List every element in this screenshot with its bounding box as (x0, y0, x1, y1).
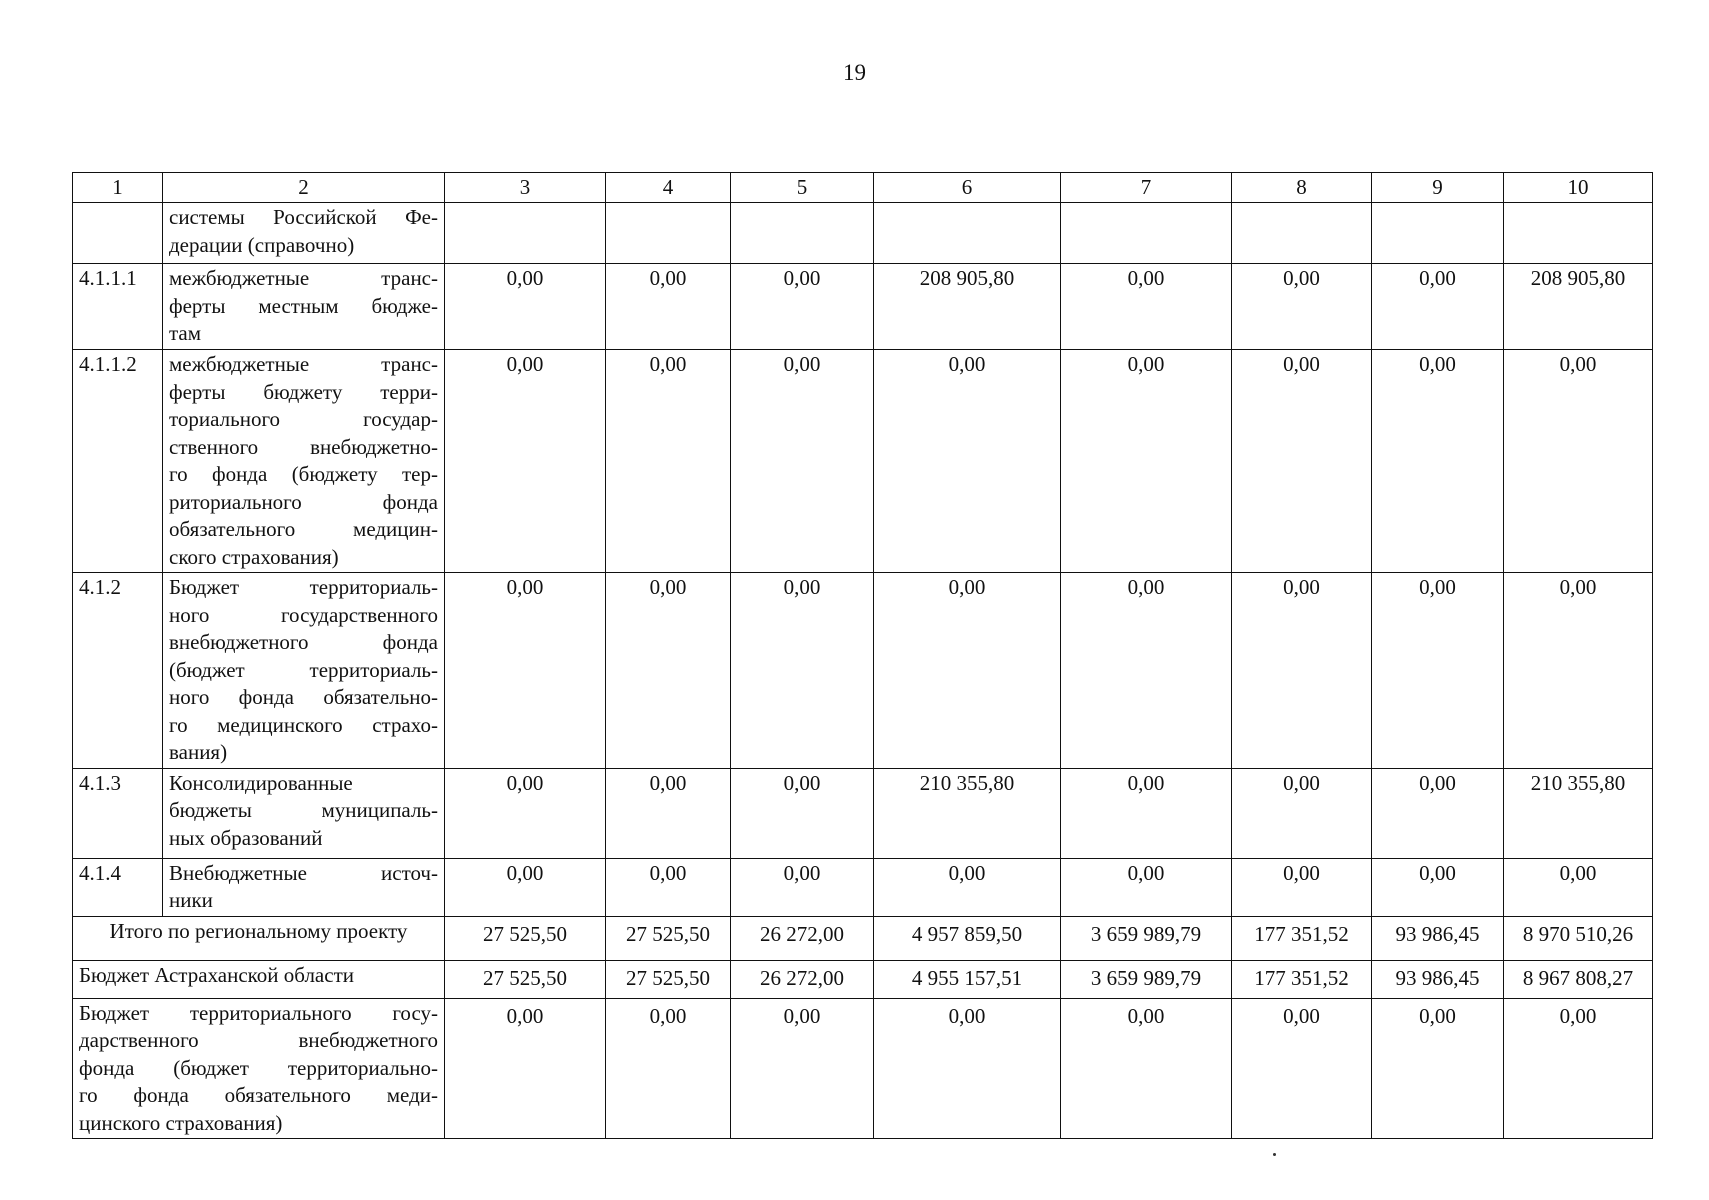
row-value: 0,00 (1232, 768, 1372, 858)
row-value (445, 203, 606, 264)
row-value (874, 203, 1061, 264)
row-value: 210 355,80 (874, 768, 1061, 858)
row-value: 0,00 (445, 858, 606, 916)
text-line: го медицинского страхо- (169, 712, 438, 737)
text-line: ториального государ- (169, 407, 438, 431)
row-description (163, 858, 445, 916)
text-line: вания) (169, 740, 228, 764)
row-description (163, 768, 445, 858)
text-line: го фонда обязательного меди- (79, 1083, 438, 1107)
row-value: 0,00 (606, 573, 731, 769)
row-value: 208 905,80 (874, 264, 1061, 350)
total-value: 27 525,50 (606, 916, 731, 960)
column-number-header: 4 (606, 173, 731, 203)
text-line: там (169, 321, 202, 345)
total-row (73, 998, 1653, 1139)
row-value: 210 355,80 (1504, 768, 1653, 858)
row-value: 0,00 (606, 264, 731, 350)
text-line: фонда (бюджет территориально- (79, 1055, 438, 1080)
row-description (163, 350, 445, 573)
text-line: цинского страхования) (79, 1110, 283, 1135)
text-line: го фонда (бюджету тер- (169, 462, 438, 486)
total-row (73, 916, 1653, 960)
total-value: 26 272,00 (731, 960, 874, 998)
row-value: 0,00 (445, 573, 606, 769)
row-value: 0,00 (874, 350, 1061, 573)
text-line: системы Российской Фе- (169, 205, 438, 229)
row-value: 0,00 (1504, 350, 1653, 573)
row-value: 0,00 (874, 573, 1061, 769)
table-header-row (73, 173, 1653, 203)
text-line: ного государственного (169, 602, 438, 627)
total-value: 0,00 (731, 998, 874, 1139)
row-value: 0,00 (1061, 858, 1232, 916)
total-value: 8 967 808,27 (1504, 960, 1653, 998)
row-code: 4.1.2 (73, 573, 163, 769)
total-value: 3 659 989,79 (1061, 916, 1232, 960)
row-value (731, 203, 874, 264)
total-value: 0,00 (445, 998, 606, 1139)
row-description (163, 573, 445, 769)
row-code: 4.1.1.1 (73, 264, 163, 350)
row-value: 0,00 (1061, 573, 1232, 769)
text-line: межбюджетные транс- (169, 266, 438, 290)
row-value: 0,00 (445, 264, 606, 350)
total-row (73, 960, 1653, 998)
table-row (73, 203, 1653, 264)
column-number-header: 6 (874, 173, 1061, 203)
column-number-header: 3 (445, 173, 606, 203)
column-number-header: 10 (1504, 173, 1653, 203)
text-line: ферты бюджету терри- (169, 379, 438, 404)
total-value: 177 351,52 (1232, 960, 1372, 998)
row-value: 0,00 (1372, 350, 1504, 573)
row-value: 0,00 (731, 858, 874, 916)
row-value: 208 905,80 (1504, 264, 1653, 350)
text-line: ного фонда обязательно- (169, 685, 438, 709)
row-value: 0,00 (1372, 858, 1504, 916)
total-value: 93 986,45 (1372, 916, 1504, 960)
row-value: 0,00 (1504, 858, 1653, 916)
row-value: 0,00 (445, 350, 606, 573)
total-value: 4 957 859,50 (874, 916, 1061, 960)
text-line: Бюджет территориаль- (169, 575, 438, 599)
total-value: 0,00 (1061, 998, 1232, 1139)
row-value: 0,00 (1232, 573, 1372, 769)
row-value: 0,00 (1061, 264, 1232, 350)
total-value: 93 986,45 (1372, 960, 1504, 998)
row-value: 0,00 (445, 768, 606, 858)
row-code: 4.1.1.2 (73, 350, 163, 573)
row-value: 0,00 (731, 350, 874, 573)
row-value (1061, 203, 1232, 264)
column-number-header: 5 (731, 173, 874, 203)
row-value: 0,00 (606, 858, 731, 916)
row-value: 0,00 (1232, 350, 1372, 573)
column-number-header: 8 (1232, 173, 1372, 203)
row-value: 0,00 (1372, 264, 1504, 350)
text-line: Бюджет территориального госу- (79, 1000, 438, 1025)
text-line: Внебюджетные источ- (169, 860, 438, 885)
row-description (163, 264, 445, 350)
text-line: дарственного внебюджетного (79, 1028, 438, 1052)
total-label: Итого по региональному проекту (73, 916, 445, 960)
total-label: Бюджет Астраханской области (73, 960, 445, 998)
page-number: 19 (843, 60, 866, 85)
total-value: 4 955 157,51 (874, 960, 1061, 998)
row-value: 0,00 (1504, 573, 1653, 769)
text-line: (бюджет территориаль- (169, 657, 438, 682)
row-value (1232, 203, 1372, 264)
row-description (163, 203, 445, 264)
total-value: 0,00 (1232, 998, 1372, 1139)
text-line: ных образований (169, 825, 323, 850)
column-number-header: 7 (1061, 173, 1232, 203)
total-value: 27 525,50 (445, 916, 606, 960)
row-value: 0,00 (731, 573, 874, 769)
budget-table (72, 172, 1653, 1139)
row-value: 0,00 (731, 768, 874, 858)
total-label (73, 998, 445, 1139)
row-value (606, 203, 731, 264)
total-value: 0,00 (1504, 998, 1653, 1139)
row-value: 0,00 (1372, 573, 1504, 769)
table-row (73, 350, 1653, 573)
row-value: 0,00 (1061, 350, 1232, 573)
row-value (1504, 203, 1653, 264)
total-value: 177 351,52 (1232, 916, 1372, 960)
row-value: 0,00 (874, 858, 1061, 916)
column-number-header: 1 (73, 173, 163, 203)
table-row (73, 768, 1653, 858)
text-line: бюджеты муниципаль- (169, 798, 438, 822)
text-line: межбюджетные транс- (169, 352, 438, 376)
row-value: 0,00 (606, 350, 731, 573)
total-value: 0,00 (874, 998, 1061, 1139)
column-number-header: 9 (1372, 173, 1504, 203)
text-line: ского страхования) (169, 544, 339, 569)
text-line: ственного внебюджетно- (169, 434, 438, 459)
column-number-header: 2 (163, 173, 445, 203)
text-line: риториального фонда (169, 489, 438, 514)
table-row (73, 264, 1653, 350)
row-value (1372, 203, 1504, 264)
total-value: 0,00 (606, 998, 731, 1139)
table-row (73, 573, 1653, 769)
total-value: 0,00 (1372, 998, 1504, 1139)
row-code: 4.1.3 (73, 768, 163, 858)
row-value: 0,00 (731, 264, 874, 350)
row-value: 0,00 (1232, 858, 1372, 916)
row-value: 0,00 (1372, 768, 1504, 858)
row-value: 0,00 (606, 768, 731, 858)
text-line: Консолидированные (169, 770, 353, 795)
text-line: ферты местным бюдже- (169, 293, 438, 318)
table-row (73, 858, 1653, 916)
text-line: внебюджетного фонда (169, 630, 438, 654)
total-value: 26 272,00 (731, 916, 874, 960)
row-code (73, 203, 163, 264)
scan-speck (1273, 1153, 1276, 1156)
row-code: 4.1.4 (73, 858, 163, 916)
text-line: обязательного медицин- (169, 517, 438, 541)
total-value: 8 970 510,26 (1504, 916, 1653, 960)
total-value: 27 525,50 (606, 960, 731, 998)
text-line: ники (169, 888, 213, 912)
row-value: 0,00 (1232, 264, 1372, 350)
row-value: 0,00 (1061, 768, 1232, 858)
text-line: дерации (справочно) (169, 232, 355, 257)
total-value: 3 659 989,79 (1061, 960, 1232, 998)
total-value: 27 525,50 (445, 960, 606, 998)
